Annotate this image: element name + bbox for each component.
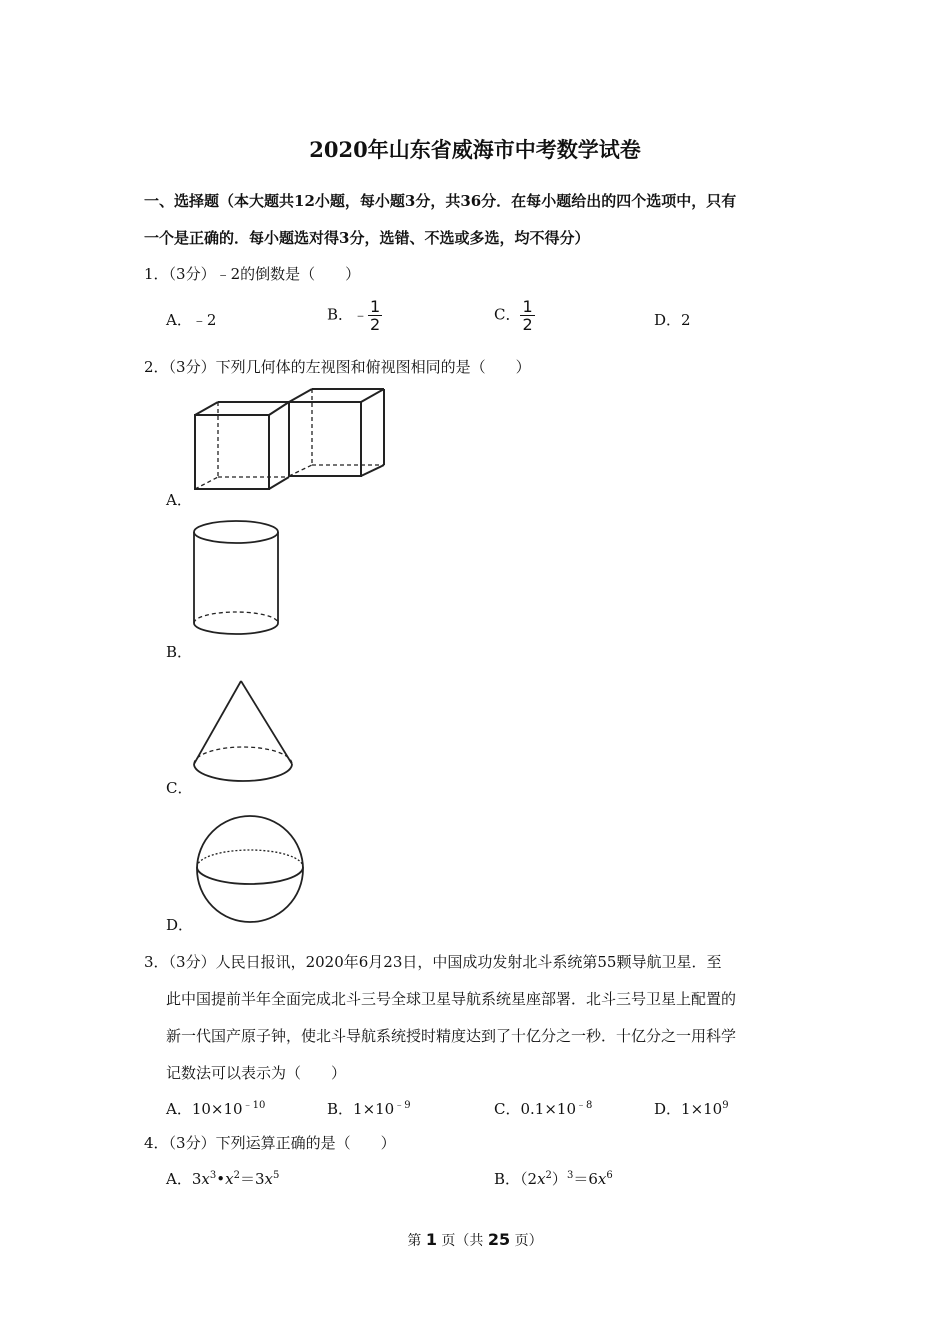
q4-stem: 4．（3分）下列运算正确的是（ ） <box>144 1134 396 1152</box>
q1-option-c-prefix: C． <box>494 305 521 324</box>
equals-part: ＝6 <box>573 1170 598 1188</box>
q1-option-b <box>327 298 382 333</box>
sphere-figure <box>190 812 310 927</box>
q3-option-c-exponent: ﹣8 <box>576 1100 593 1111</box>
q1-stem: 1．（3分）﹣2的倒数是（ ） <box>144 265 361 283</box>
section-heading-line1: 一、选择题（本大题共12小题，每小题3分，共36分．在每小题给出的四个选项中，只有 <box>144 192 737 210</box>
q2-option-a: A． <box>166 491 192 509</box>
variable-x: x <box>537 1170 546 1188</box>
q1-option-b-prefix: B．﹣ <box>327 305 369 324</box>
q2-option-b: B． <box>166 643 193 661</box>
q2-option-d: D． <box>166 916 194 934</box>
q3-option-c-base: C．0.1×10 <box>494 1100 576 1118</box>
q3-option-c <box>494 1098 592 1119</box>
variable-x: x <box>597 1170 607 1188</box>
equals-part: ＝3 <box>239 1170 265 1188</box>
q1-option-a: A．﹣2 <box>166 311 217 329</box>
q3-stem-line1: 3．（3分）人民日报讯，2020年6月23日，中国成功发射北斗系统第55颗导航卫星．至 <box>144 953 722 971</box>
q3-option-a-base: A．10×10 <box>166 1100 243 1118</box>
two-cubes-figure <box>190 385 390 495</box>
footer-mid: 页（共 <box>436 1233 488 1249</box>
exponent: 3 <box>566 1170 574 1181</box>
q3-option-b-exponent: ﹣9 <box>394 1100 411 1111</box>
page-title: 2020年山东省威海市中考数学试卷 <box>309 137 641 162</box>
variable-x: x <box>225 1170 234 1188</box>
q4-option-a <box>166 1168 279 1189</box>
variable-x: x <box>201 1170 210 1188</box>
exponent: 2 <box>233 1170 240 1181</box>
exponent: 5 <box>272 1170 280 1181</box>
variable-x: x <box>264 1170 273 1188</box>
footer-post: 页） <box>510 1233 543 1249</box>
fraction-denominator: 2 <box>370 315 381 334</box>
q1-option-d: D．2 <box>654 311 691 329</box>
cylinder-figure <box>190 518 285 648</box>
q3-option-d <box>654 1098 729 1119</box>
q3-stem-line3: 新一代国产原子钟，使北斗导航系统授时精度达到了十亿分之一秒．十亿分之一用科学 <box>166 1027 737 1045</box>
exponent: 3 <box>209 1170 217 1181</box>
exponent: 6 <box>606 1170 613 1181</box>
fraction-numerator: 1 <box>370 297 381 316</box>
section-heading-line2: 一个是正确的．每小题选对得3分，选错、不选或多选，均不得分） <box>144 229 590 247</box>
fraction-denominator: 2 <box>522 315 533 334</box>
footer-page-number: 1 <box>425 1230 437 1249</box>
q1-option-c <box>494 298 535 333</box>
page-footer <box>0 1230 950 1250</box>
q4-option-b <box>494 1168 613 1189</box>
dot-operator: • <box>216 1170 226 1188</box>
q4-b-label: B．（2 <box>494 1170 538 1188</box>
q3-option-d-exponent: 9 <box>722 1100 729 1111</box>
q3-option-a <box>166 1098 265 1119</box>
q3-option-a-exponent: ﹣10 <box>242 1100 266 1111</box>
footer-pre: 第 <box>407 1233 426 1249</box>
q2-stem: 2．（3分）下列几何体的左视图和俯视图相同的是（ ） <box>144 358 531 376</box>
footer-total-pages: 25 <box>487 1230 511 1249</box>
cone-figure <box>190 677 300 787</box>
q3-option-b <box>327 1098 411 1119</box>
fraction <box>368 298 382 333</box>
q3-option-b-base: B．1×10 <box>327 1100 395 1118</box>
q3-stem-line4: 记数法可以表示为（ ） <box>166 1064 347 1082</box>
q3-stem-line2: 此中国提前半年全面完成北斗三号全球卫星导航系统星座部署．北斗三号卫星上配置的 <box>166 990 737 1008</box>
q3-option-d-base: D．1×10 <box>654 1100 723 1118</box>
exponent: 2 <box>545 1170 552 1181</box>
q4-a-label: A．3 <box>166 1170 202 1188</box>
q2-option-c: C． <box>166 779 193 797</box>
fraction-numerator: 1 <box>522 297 533 316</box>
close-paren: ） <box>551 1170 567 1188</box>
fraction <box>520 298 534 333</box>
